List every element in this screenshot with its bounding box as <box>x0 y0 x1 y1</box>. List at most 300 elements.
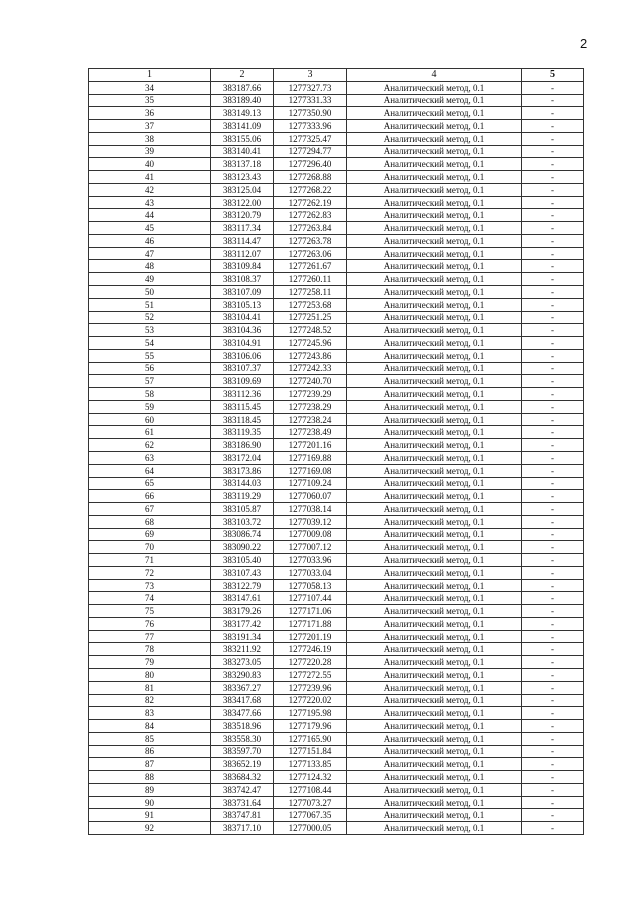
table-row <box>89 260 584 273</box>
x-coordinate-cell: 383717.10 <box>211 822 274 835</box>
note-cell: - <box>522 490 584 503</box>
note-cell: - <box>522 413 584 426</box>
note-cell: - <box>522 439 584 452</box>
note-cell: - <box>522 477 584 490</box>
point-number-cell: 88 <box>89 771 211 784</box>
x-coordinate-cell: 383742.47 <box>211 783 274 796</box>
x-coordinate-cell: 383137.18 <box>211 158 274 171</box>
method-cell: Аналитический метод, 0.1 <box>347 260 522 273</box>
point-number-cell: 41 <box>89 171 211 184</box>
table-row <box>89 400 584 413</box>
table-row <box>89 375 584 388</box>
point-number-cell: 84 <box>89 720 211 733</box>
y-coordinate-cell: 1277179.96 <box>274 720 347 733</box>
y-coordinate-cell: 1277171.88 <box>274 617 347 630</box>
method-cell: Аналитический метод, 0.1 <box>347 209 522 222</box>
y-coordinate-cell: 1277245.96 <box>274 337 347 350</box>
method-cell: Аналитический метод, 0.1 <box>347 464 522 477</box>
note-cell: - <box>522 298 584 311</box>
table-row <box>89 196 584 209</box>
method-cell: Аналитический метод, 0.1 <box>347 171 522 184</box>
table-row <box>89 822 584 835</box>
point-number-cell: 68 <box>89 515 211 528</box>
point-number-cell: 36 <box>89 107 211 120</box>
y-coordinate-cell: 1277243.86 <box>274 349 347 362</box>
y-coordinate-cell: 1277262.19 <box>274 196 347 209</box>
point-number-cell: 66 <box>89 490 211 503</box>
method-cell: Аналитический метод, 0.1 <box>347 132 522 145</box>
x-coordinate-cell: 383186.90 <box>211 439 274 452</box>
note-cell: - <box>522 132 584 145</box>
table-row <box>89 643 584 656</box>
x-coordinate-cell: 383141.09 <box>211 120 274 133</box>
point-number-cell: 74 <box>89 592 211 605</box>
point-number-cell: 81 <box>89 681 211 694</box>
method-cell: Аналитический метод, 0.1 <box>347 656 522 669</box>
x-coordinate-cell: 383652.19 <box>211 758 274 771</box>
table-row <box>89 732 584 745</box>
method-cell: Аналитический метод, 0.1 <box>347 745 522 758</box>
y-coordinate-cell: 1277165.90 <box>274 732 347 745</box>
y-coordinate-cell: 1277058.13 <box>274 579 347 592</box>
method-cell: Аналитический метод, 0.1 <box>347 286 522 299</box>
note-cell: - <box>522 617 584 630</box>
table-row <box>89 503 584 516</box>
note-cell: - <box>522 375 584 388</box>
point-number-cell: 40 <box>89 158 211 171</box>
note-cell: - <box>522 324 584 337</box>
y-coordinate-cell: 1277239.96 <box>274 681 347 694</box>
method-cell: Аналитический метод, 0.1 <box>347 349 522 362</box>
x-coordinate-cell: 383144.03 <box>211 477 274 490</box>
method-cell: Аналитический метод, 0.1 <box>347 145 522 158</box>
y-coordinate-cell: 1277296.40 <box>274 158 347 171</box>
table-row <box>89 286 584 299</box>
y-coordinate-cell: 1277242.33 <box>274 362 347 375</box>
point-number-cell: 52 <box>89 311 211 324</box>
table-row <box>89 273 584 286</box>
note-cell: - <box>522 400 584 413</box>
point-number-cell: 61 <box>89 426 211 439</box>
method-cell: Аналитический метод, 0.1 <box>347 426 522 439</box>
table-header-row <box>89 69 584 82</box>
note-cell: - <box>522 107 584 120</box>
point-number-cell: 69 <box>89 528 211 541</box>
x-coordinate-cell: 383107.09 <box>211 286 274 299</box>
coordinates-table <box>88 68 584 835</box>
method-cell: Аналитический метод, 0.1 <box>347 81 522 94</box>
table-row <box>89 758 584 771</box>
method-cell: Аналитический метод, 0.1 <box>347 668 522 681</box>
note-cell: - <box>522 349 584 362</box>
note-cell: - <box>522 694 584 707</box>
table-row <box>89 209 584 222</box>
method-cell: Аналитический метод, 0.1 <box>347 592 522 605</box>
table-row <box>89 362 584 375</box>
note-cell: - <box>522 720 584 733</box>
point-number-cell: 49 <box>89 273 211 286</box>
x-coordinate-cell: 383112.07 <box>211 247 274 260</box>
note-cell: - <box>522 311 584 324</box>
y-coordinate-cell: 1277272.55 <box>274 668 347 681</box>
method-cell: Аналитический метод, 0.1 <box>347 337 522 350</box>
y-coordinate-cell: 1277248.52 <box>274 324 347 337</box>
method-cell: Аналитический метод, 0.1 <box>347 477 522 490</box>
table-row <box>89 809 584 822</box>
header-col-2: 2 <box>211 69 274 82</box>
x-coordinate-cell: 383123.43 <box>211 171 274 184</box>
x-coordinate-cell: 383684.32 <box>211 771 274 784</box>
x-coordinate-cell: 383103.72 <box>211 515 274 528</box>
method-cell: Аналитический метод, 0.1 <box>347 503 522 516</box>
y-coordinate-cell: 1277033.04 <box>274 566 347 579</box>
x-coordinate-cell: 383367.27 <box>211 681 274 694</box>
table-row <box>89 528 584 541</box>
point-number-cell: 71 <box>89 554 211 567</box>
point-number-cell: 53 <box>89 324 211 337</box>
x-coordinate-cell: 383119.29 <box>211 490 274 503</box>
point-number-cell: 55 <box>89 349 211 362</box>
y-coordinate-cell: 1277067.35 <box>274 809 347 822</box>
y-coordinate-cell: 1277251.25 <box>274 311 347 324</box>
y-coordinate-cell: 1277258.11 <box>274 286 347 299</box>
x-coordinate-cell: 383155.06 <box>211 132 274 145</box>
point-number-cell: 91 <box>89 809 211 822</box>
point-number-cell: 87 <box>89 758 211 771</box>
point-number-cell: 79 <box>89 656 211 669</box>
y-coordinate-cell: 1277038.14 <box>274 503 347 516</box>
y-coordinate-cell: 1277261.67 <box>274 260 347 273</box>
point-number-cell: 47 <box>89 247 211 260</box>
x-coordinate-cell: 383417.68 <box>211 694 274 707</box>
point-number-cell: 89 <box>89 783 211 796</box>
method-cell: Аналитический метод, 0.1 <box>347 158 522 171</box>
point-number-cell: 83 <box>89 707 211 720</box>
x-coordinate-cell: 383122.00 <box>211 196 274 209</box>
y-coordinate-cell: 1277039.12 <box>274 515 347 528</box>
note-cell: - <box>522 260 584 273</box>
x-coordinate-cell: 383104.41 <box>211 311 274 324</box>
x-coordinate-cell: 383105.87 <box>211 503 274 516</box>
method-cell: Аналитический метод, 0.1 <box>347 375 522 388</box>
method-cell: Аналитический метод, 0.1 <box>347 234 522 247</box>
method-cell: Аналитический метод, 0.1 <box>347 439 522 452</box>
table-row <box>89 630 584 643</box>
note-cell: - <box>522 388 584 401</box>
point-number-cell: 50 <box>89 286 211 299</box>
method-cell: Аналитический метод, 0.1 <box>347 362 522 375</box>
table-body <box>89 81 584 834</box>
method-cell: Аналитический метод, 0.1 <box>347 605 522 618</box>
y-coordinate-cell: 1277268.88 <box>274 171 347 184</box>
x-coordinate-cell: 383122.79 <box>211 579 274 592</box>
x-coordinate-cell: 383120.79 <box>211 209 274 222</box>
point-number-cell: 63 <box>89 451 211 464</box>
method-cell: Аналитический метод, 0.1 <box>347 720 522 733</box>
y-coordinate-cell: 1277000.05 <box>274 822 347 835</box>
method-cell: Аналитический метод, 0.1 <box>347 400 522 413</box>
point-number-cell: 70 <box>89 541 211 554</box>
note-cell: - <box>522 196 584 209</box>
point-number-cell: 80 <box>89 668 211 681</box>
y-coordinate-cell: 1277033.96 <box>274 554 347 567</box>
method-cell: Аналитический метод, 0.1 <box>347 324 522 337</box>
method-cell: Аналитический метод, 0.1 <box>347 298 522 311</box>
y-coordinate-cell: 1277263.78 <box>274 234 347 247</box>
method-cell: Аналитический метод, 0.1 <box>347 311 522 324</box>
method-cell: Аналитический метод, 0.1 <box>347 94 522 107</box>
y-coordinate-cell: 1277260.11 <box>274 273 347 286</box>
y-coordinate-cell: 1277327.73 <box>274 81 347 94</box>
table-row <box>89 720 584 733</box>
table-row <box>89 324 584 337</box>
x-coordinate-cell: 383104.36 <box>211 324 274 337</box>
method-cell: Аналитический метод, 0.1 <box>347 451 522 464</box>
table-row <box>89 796 584 809</box>
point-number-cell: 48 <box>89 260 211 273</box>
note-cell: - <box>522 94 584 107</box>
x-coordinate-cell: 383105.13 <box>211 298 274 311</box>
method-cell: Аналитический метод, 0.1 <box>347 771 522 784</box>
x-coordinate-cell: 383731.64 <box>211 796 274 809</box>
method-cell: Аналитический метод, 0.1 <box>347 758 522 771</box>
method-cell: Аналитический метод, 0.1 <box>347 566 522 579</box>
table-row <box>89 298 584 311</box>
table-row <box>89 579 584 592</box>
x-coordinate-cell: 383105.40 <box>211 554 274 567</box>
y-coordinate-cell: 1277333.96 <box>274 120 347 133</box>
table-row <box>89 617 584 630</box>
y-coordinate-cell: 1277220.28 <box>274 656 347 669</box>
y-coordinate-cell: 1277107.44 <box>274 592 347 605</box>
y-coordinate-cell: 1277133.85 <box>274 758 347 771</box>
point-number-cell: 43 <box>89 196 211 209</box>
point-number-cell: 76 <box>89 617 211 630</box>
table-row <box>89 592 584 605</box>
point-number-cell: 90 <box>89 796 211 809</box>
x-coordinate-cell: 383118.45 <box>211 413 274 426</box>
method-cell: Аналитический метод, 0.1 <box>347 681 522 694</box>
method-cell: Аналитический метод, 0.1 <box>347 541 522 554</box>
y-coordinate-cell: 1277246.19 <box>274 643 347 656</box>
note-cell: - <box>522 273 584 286</box>
x-coordinate-cell: 383119.35 <box>211 426 274 439</box>
table-row <box>89 477 584 490</box>
y-coordinate-cell: 1277201.16 <box>274 439 347 452</box>
method-cell: Аналитический метод, 0.1 <box>347 196 522 209</box>
method-cell: Аналитический метод, 0.1 <box>347 183 522 196</box>
table-row <box>89 745 584 758</box>
method-cell: Аналитический метод, 0.1 <box>347 554 522 567</box>
x-coordinate-cell: 383108.37 <box>211 273 274 286</box>
x-coordinate-cell: 383106.06 <box>211 349 274 362</box>
point-number-cell: 58 <box>89 388 211 401</box>
y-coordinate-cell: 1277169.08 <box>274 464 347 477</box>
note-cell: - <box>522 796 584 809</box>
x-coordinate-cell: 383104.91 <box>211 337 274 350</box>
y-coordinate-cell: 1277108.44 <box>274 783 347 796</box>
note-cell: - <box>522 605 584 618</box>
table-row <box>89 515 584 528</box>
table-row <box>89 247 584 260</box>
note-cell: - <box>522 183 584 196</box>
x-coordinate-cell: 383477.66 <box>211 707 274 720</box>
point-number-cell: 78 <box>89 643 211 656</box>
point-number-cell: 67 <box>89 503 211 516</box>
note-cell: - <box>522 822 584 835</box>
note-cell: - <box>522 451 584 464</box>
table-row <box>89 681 584 694</box>
point-number-cell: 85 <box>89 732 211 745</box>
x-coordinate-cell: 383090.22 <box>211 541 274 554</box>
method-cell: Аналитический метод, 0.1 <box>347 388 522 401</box>
note-cell: - <box>522 707 584 720</box>
y-coordinate-cell: 1277268.22 <box>274 183 347 196</box>
x-coordinate-cell: 383140.41 <box>211 145 274 158</box>
point-number-cell: 56 <box>89 362 211 375</box>
table-row <box>89 337 584 350</box>
y-coordinate-cell: 1277239.29 <box>274 388 347 401</box>
x-coordinate-cell: 383273.05 <box>211 656 274 669</box>
y-coordinate-cell: 1277325.47 <box>274 132 347 145</box>
point-number-cell: 45 <box>89 222 211 235</box>
x-coordinate-cell: 383747.81 <box>211 809 274 822</box>
table-row <box>89 464 584 477</box>
note-cell: - <box>522 758 584 771</box>
note-cell: - <box>522 426 584 439</box>
note-cell: - <box>522 732 584 745</box>
y-coordinate-cell: 1277350.90 <box>274 107 347 120</box>
method-cell: Аналитический метод, 0.1 <box>347 222 522 235</box>
note-cell: - <box>522 362 584 375</box>
method-cell: Аналитический метод, 0.1 <box>347 643 522 656</box>
point-number-cell: 59 <box>89 400 211 413</box>
table-row <box>89 490 584 503</box>
method-cell: Аналитический метод, 0.1 <box>347 617 522 630</box>
y-coordinate-cell: 1277331.33 <box>274 94 347 107</box>
x-coordinate-cell: 383173.86 <box>211 464 274 477</box>
x-coordinate-cell: 383086.74 <box>211 528 274 541</box>
x-coordinate-cell: 383117.34 <box>211 222 274 235</box>
table-row <box>89 388 584 401</box>
header-col-3: 3 <box>274 69 347 82</box>
table-row <box>89 694 584 707</box>
note-cell: - <box>522 286 584 299</box>
table-row <box>89 120 584 133</box>
point-number-cell: 60 <box>89 413 211 426</box>
table-row <box>89 171 584 184</box>
note-cell: - <box>522 656 584 669</box>
y-coordinate-cell: 1277073.27 <box>274 796 347 809</box>
method-cell: Аналитический метод, 0.1 <box>347 579 522 592</box>
page-number: 2 <box>580 36 588 51</box>
method-cell: Аналитический метод, 0.1 <box>347 732 522 745</box>
method-cell: Аналитический метод, 0.1 <box>347 120 522 133</box>
point-number-cell: 42 <box>89 183 211 196</box>
method-cell: Аналитический метод, 0.1 <box>347 247 522 260</box>
y-coordinate-cell: 1277262.83 <box>274 209 347 222</box>
point-number-cell: 34 <box>89 81 211 94</box>
note-cell: - <box>522 234 584 247</box>
y-coordinate-cell: 1277124.32 <box>274 771 347 784</box>
method-cell: Аналитический метод, 0.1 <box>347 528 522 541</box>
note-cell: - <box>522 209 584 222</box>
x-coordinate-cell: 383125.04 <box>211 183 274 196</box>
method-cell: Аналитический метод, 0.1 <box>347 822 522 835</box>
y-coordinate-cell: 1277263.06 <box>274 247 347 260</box>
method-cell: Аналитический метод, 0.1 <box>347 413 522 426</box>
y-coordinate-cell: 1277240.70 <box>274 375 347 388</box>
note-cell: - <box>522 222 584 235</box>
table-row <box>89 668 584 681</box>
method-cell: Аналитический метод, 0.1 <box>347 107 522 120</box>
note-cell: - <box>522 515 584 528</box>
x-coordinate-cell: 383187.66 <box>211 81 274 94</box>
table-row <box>89 426 584 439</box>
table-row <box>89 158 584 171</box>
header-col-5: 5 <box>522 69 584 82</box>
point-number-cell: 51 <box>89 298 211 311</box>
table-row <box>89 234 584 247</box>
table-row <box>89 413 584 426</box>
y-coordinate-cell: 1277169.88 <box>274 451 347 464</box>
point-number-cell: 64 <box>89 464 211 477</box>
table-row <box>89 439 584 452</box>
table-row <box>89 783 584 796</box>
y-coordinate-cell: 1277253.68 <box>274 298 347 311</box>
x-coordinate-cell: 383109.84 <box>211 260 274 273</box>
note-cell: - <box>522 464 584 477</box>
point-number-cell: 77 <box>89 630 211 643</box>
x-coordinate-cell: 383172.04 <box>211 451 274 464</box>
table-row <box>89 107 584 120</box>
y-coordinate-cell: 1277109.24 <box>274 477 347 490</box>
point-number-cell: 35 <box>89 94 211 107</box>
table-row <box>89 94 584 107</box>
note-cell: - <box>522 579 584 592</box>
method-cell: Аналитический метод, 0.1 <box>347 694 522 707</box>
note-cell: - <box>522 681 584 694</box>
x-coordinate-cell: 383112.36 <box>211 388 274 401</box>
table-row <box>89 222 584 235</box>
point-number-cell: 75 <box>89 605 211 618</box>
table-row <box>89 771 584 784</box>
point-number-cell: 37 <box>89 120 211 133</box>
header-col-4: 4 <box>347 69 522 82</box>
y-coordinate-cell: 1277171.06 <box>274 605 347 618</box>
table-row <box>89 145 584 158</box>
note-cell: - <box>522 503 584 516</box>
method-cell: Аналитический метод, 0.1 <box>347 273 522 286</box>
table-row <box>89 81 584 94</box>
y-coordinate-cell: 1277220.02 <box>274 694 347 707</box>
method-cell: Аналитический метод, 0.1 <box>347 515 522 528</box>
table-row <box>89 566 584 579</box>
note-cell: - <box>522 247 584 260</box>
method-cell: Аналитический метод, 0.1 <box>347 490 522 503</box>
note-cell: - <box>522 668 584 681</box>
x-coordinate-cell: 383518.96 <box>211 720 274 733</box>
x-coordinate-cell: 383115.45 <box>211 400 274 413</box>
point-number-cell: 62 <box>89 439 211 452</box>
method-cell: Аналитический метод, 0.1 <box>347 796 522 809</box>
note-cell: - <box>522 592 584 605</box>
x-coordinate-cell: 383558.30 <box>211 732 274 745</box>
y-coordinate-cell: 1277009.08 <box>274 528 347 541</box>
x-coordinate-cell: 383211.92 <box>211 643 274 656</box>
table-row <box>89 554 584 567</box>
note-cell: - <box>522 171 584 184</box>
